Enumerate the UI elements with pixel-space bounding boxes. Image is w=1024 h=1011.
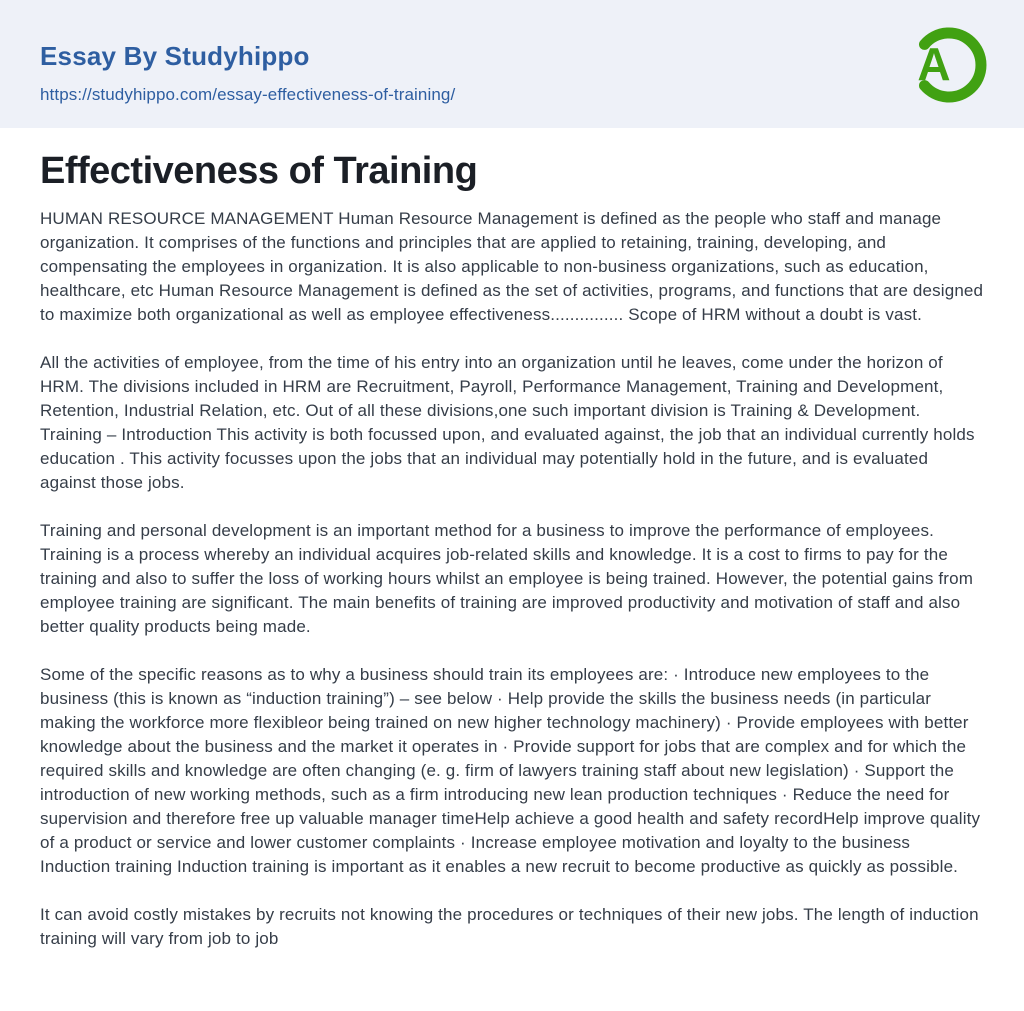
logo-letter: A (917, 38, 951, 90)
logo-arc-icon (910, 22, 990, 108)
article-paragraph-2: All the activities of employee, from the time of his entry into an organization until he leaves, come under the horizon of HRM. The divisions included in HRM are Recruitment, Payroll, Performance Management, Training and Development, Retention, Industrial Relation, etc. Out of all these divisions,one such important division is Training & Development. Training – Introduction This activity is both focussed upon, and evaluated against, the job that an individual currently holds education . This activity focusses upon the jobs that an individual may potentially hold in the future, and is evaluated against those jobs. (40, 353, 975, 492)
article-paragraph-1: HUMAN RESOURCE MANAGEMENT Human Resource Management is defined as the people who staff and manage organization. It comprises of the functions and principles that are applied to retaining, training, developing, and compensating the employees in organization. It is also applicable to non-business organizations, such as education, healthcare, etc Human Resource Management is defined as the set of activities, programs, and functions that are designed to maximize both organizational as well as employee effectiveness............... Scope of HRM without a doubt is vast. (40, 209, 984, 324)
article-title: Effectiveness of Training (40, 150, 478, 192)
page-header (0, 0, 1024, 128)
article-paragraph-4: Some of the specific reasons as to why a business should train its employees are: · Introduce new employees to the business (this is known as “induction training”) – see below · Help provide the skills the business needs (in particular making the workforce more flexibleor being trained on new higher technology machinery) · Provide employees with better knowledge about the business and the market it operates in · Provide support for jobs that are complex and for which the required skills and knowledge are often changing (e. g. firm of lawyers training staff about new legislation) · Support the introduction of new working methods, such as a firm introducing new lean production techniques · Reduce the need for supervision and therefore free up valuable manager timeHelp achieve a good health and safety recordHelp improve quality of a product or service and lower customer complaints · Increase employee motivation and loyalty to the business Induction training Induction training is important as it enables a new recruit to become productive as quickly as possible. (40, 665, 981, 876)
studyhippo-logo (910, 22, 990, 108)
brand-title: Essay By Studyhippo (40, 41, 310, 71)
source-url-link[interactable]: https://studyhippo.com/essay-effectiveness-of-training/ (40, 84, 456, 104)
article-paragraph-5: It can avoid costly mistakes by recruits not knowing the procedures or techniques of their new jobs. The length of induction training will vary from job to job (40, 905, 979, 948)
article-content (0, 128, 1024, 951)
article-paragraph-3: Training and personal development is an important method for a business to improve the performance of employees. Training is a process whereby an individual acquires job-related skills and knowledge. It is a cost to firms to pay for the training and also to suffer the loss of working hours whilst an employee is being trained. However, the potential gains from employee training are significant. The main benefits of training are improved productivity and motivation of staff and also better quality products being made. (40, 521, 974, 636)
